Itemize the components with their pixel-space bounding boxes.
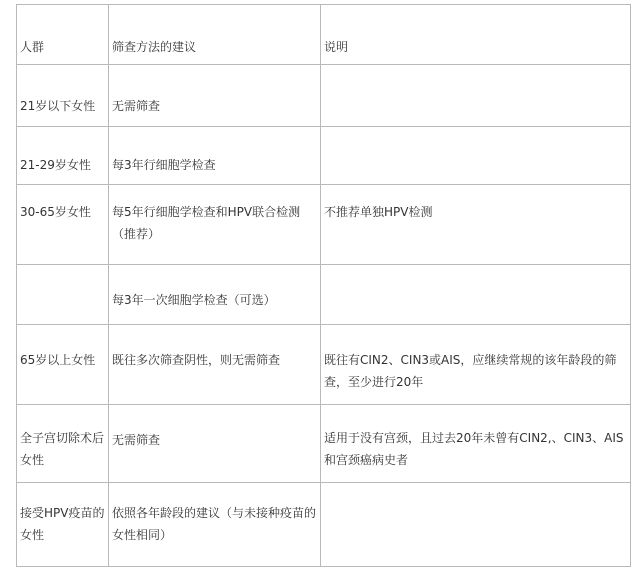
- cell-notes: 适用于没有宫颈，且过去20年未曾有CIN2,、CIN3、AIS和宫颈癌病史者: [321, 405, 631, 483]
- cell-population: 接受HPV疫苗的女性: [17, 483, 109, 567]
- cell-notes: [321, 127, 631, 185]
- table-row: [17, 483, 631, 567]
- table-row: [17, 127, 631, 185]
- cell-method: 无需筛查: [109, 65, 321, 127]
- cell-method: 无需筛查: [109, 405, 321, 483]
- table-row: [17, 405, 631, 483]
- table-row: [17, 185, 631, 265]
- screening-recommendation-table: [16, 4, 631, 567]
- cell-population: 21岁以下女性: [17, 65, 109, 127]
- cell-method: 依照各年龄段的建议（与未接种疫苗的女性相同）: [109, 483, 321, 567]
- cell-method: 每5年行细胞学检查和HPV联合检测（推荐）: [109, 185, 321, 265]
- cell-population: 全子宫切除术后女性: [17, 405, 109, 483]
- table-row: [17, 65, 631, 127]
- cell-population: 21-29岁女性: [17, 127, 109, 185]
- table-header-row: [17, 5, 631, 65]
- cell-notes: [321, 265, 631, 325]
- cell-notes: [321, 483, 631, 567]
- cell-notes: 既往有CIN2、CIN3或AIS，应继续常规的该年龄段的筛查，至少进行20年: [321, 325, 631, 405]
- cell-population: 65岁以上女性: [17, 325, 109, 405]
- cell-population: 30-65岁女性: [17, 185, 109, 265]
- cell-population: [17, 265, 109, 325]
- cell-method: 既往多次筛查阴性，则无需筛查: [109, 325, 321, 405]
- table-row: [17, 265, 631, 325]
- cell-notes: [321, 65, 631, 127]
- header-cell-population: 人群: [17, 5, 109, 65]
- header-cell-method: 筛查方法的建议: [109, 5, 321, 65]
- cell-notes: 不推荐单独HPV检测: [321, 185, 631, 265]
- cell-method: 每3年行细胞学检查: [109, 127, 321, 185]
- header-cell-notes: 说明: [321, 5, 631, 65]
- table-row: [17, 325, 631, 405]
- cell-method: 每3年一次细胞学检查（可选）: [109, 265, 321, 325]
